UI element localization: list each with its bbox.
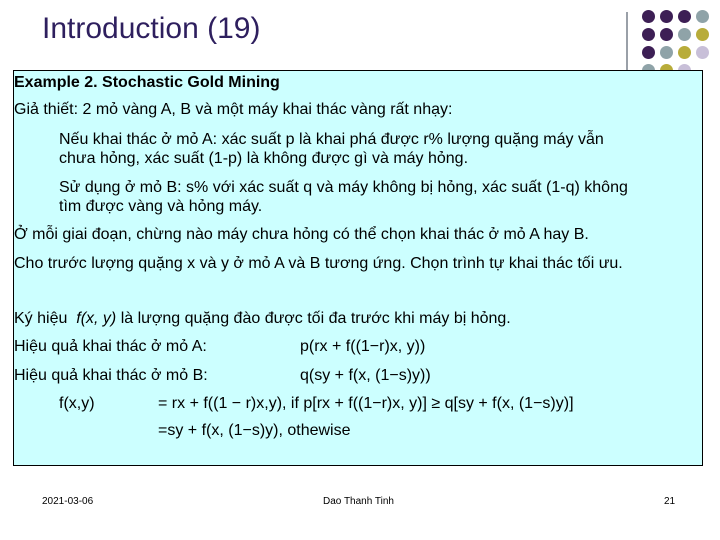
- case-a-line-2: chưa hỏng, xác suất (1-p) là không được gì và máy hỏng.: [59, 150, 469, 167]
- dot: [642, 10, 655, 23]
- case-b-line-2: tìm được vàng và hỏng máy.: [59, 198, 263, 215]
- dot: [642, 46, 655, 59]
- example-heading: Example 2. Stochastic Gold Mining: [14, 74, 280, 91]
- efficiency-b-label: Hiệu quả khai thác ở mỏ B:: [14, 367, 208, 384]
- footer-page-number: 21: [664, 496, 676, 507]
- dot: [696, 46, 709, 59]
- notation-prefix: Ký hiệu: [14, 310, 77, 327]
- footer-author: Dao Thanh Tinh: [323, 496, 394, 507]
- case-b-line-1: Sử dụng ở mỏ B: s% với xác suất q và máy không bị hỏng, xác suất (1-q) không: [59, 179, 628, 196]
- decorative-dots: [640, 8, 720, 74]
- dot: [678, 28, 691, 41]
- dot: [660, 28, 673, 41]
- notation-line: [14, 309, 511, 329]
- dot: [678, 10, 691, 23]
- dot: [660, 10, 673, 23]
- recurrence-case-1: = rx + f((1 − r)x,y), if p[rx + f((1−r)x, y)] ≥ q[sy + f(x, (1−s)y)]: [158, 395, 574, 412]
- footer-date: 2021-03-06: [42, 496, 94, 507]
- recurrence-label: f(x,y): [59, 395, 95, 412]
- efficiency-a-formula: p(rx + f((1−r)x, y)): [300, 338, 426, 355]
- efficiency-b-formula: q(sy + f(x, (1−s)y)): [300, 367, 431, 384]
- notation-suffix: là lượng quặng đào được tối đa trước khi máy bị hỏng.: [116, 310, 511, 327]
- slide-title: Introduction (19): [42, 12, 261, 45]
- dot: [642, 28, 655, 41]
- case-a-line-1: Nếu khai thác ở mỏ A: xác suất p là khai phá được r% lượng quặng máy vẫn: [59, 131, 604, 148]
- efficiency-a-label: Hiệu quả khai thác ở mỏ A:: [14, 338, 207, 355]
- recurrence-case-2: =sy + f(x, (1−s)y), othewise: [158, 422, 351, 439]
- dot: [678, 46, 691, 59]
- assumption-line: Giả thiết: 2 mỏ vàng A, B và một máy khai thác vàng rất nhạy:: [14, 101, 453, 118]
- stage-line: Ở mỗi giai đoạn, chừng nào máy chưa hỏng có thể chọn khai thác ở mỏ A hay B.: [14, 226, 589, 243]
- dot: [696, 28, 709, 41]
- notation-function: f(x, y): [76, 310, 117, 327]
- dot: [660, 46, 673, 59]
- given-line: Cho trước lượng quặng x và y ở mỏ A và B tương ứng. Chọn trình tự khai thác tối ưu.: [14, 255, 623, 272]
- dot: [696, 10, 709, 23]
